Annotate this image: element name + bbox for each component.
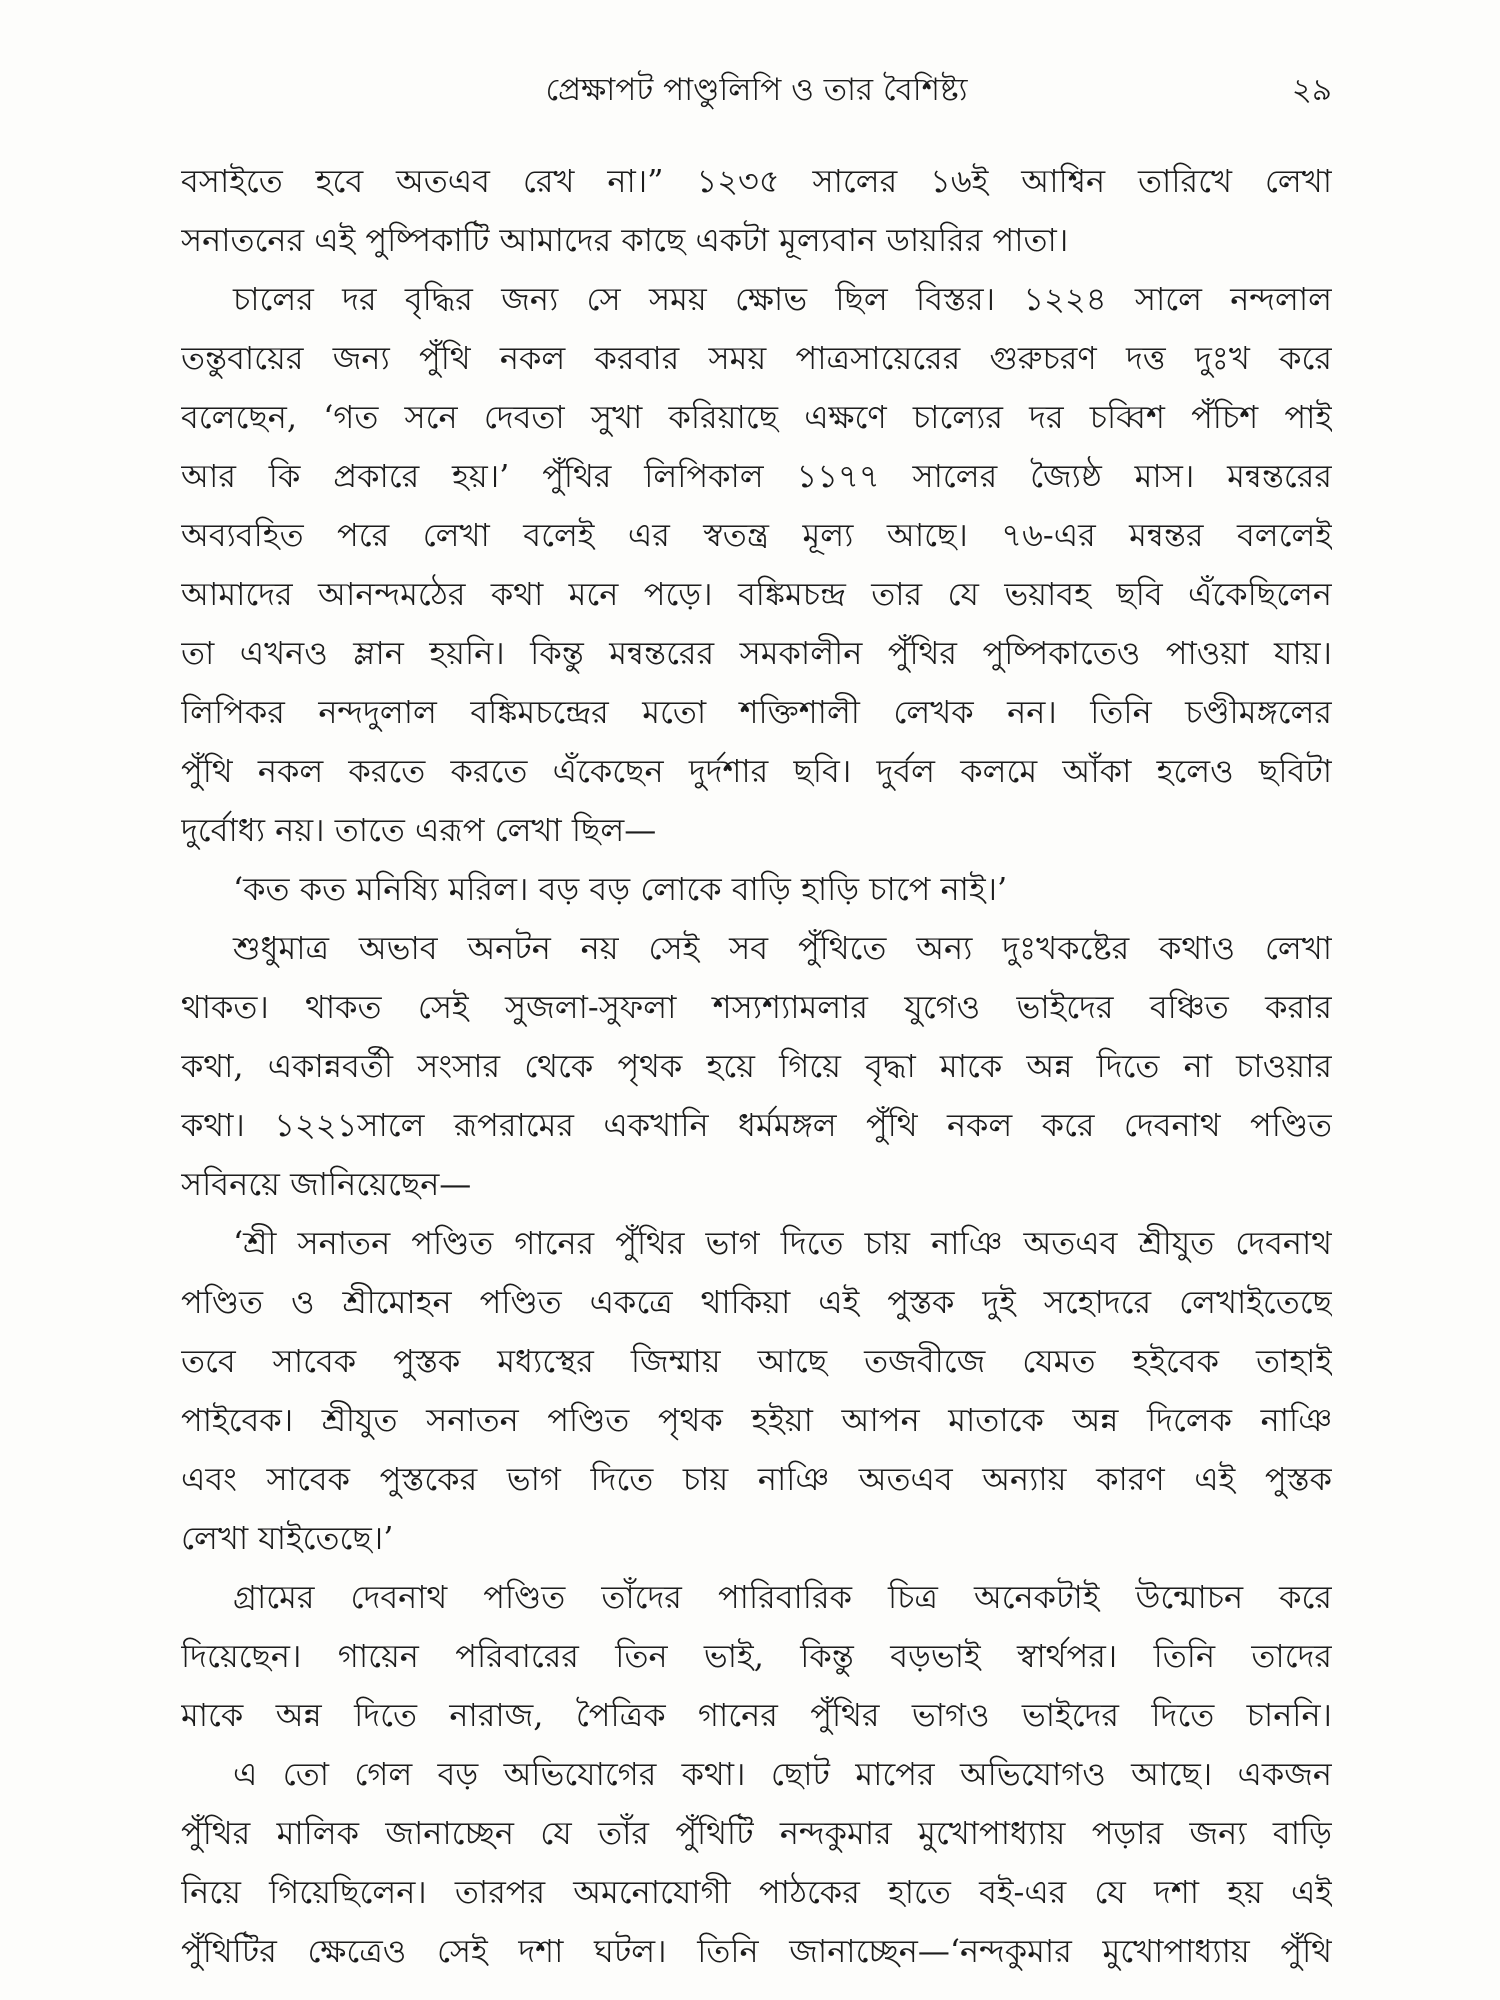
- text-line: সবিনয়ে জানিয়েছেন—: [181, 1165, 472, 1203]
- text-line: এ তো গেল বড় অভিযোগের কথা। ছোট মাপের অভিযোগও আছে। একজন: [233, 1755, 1332, 1793]
- text-line: দিয়েছেন। গায়েন পরিবারের তিন ভাই, কিন্তু বড়ভাই স্বার্থপর। তিনি তাদের: [181, 1637, 1332, 1675]
- text-line: কথা। ১২২১সালে রূপরামের একখানি ধর্মমঙ্গল পুঁথি নকল করে দেবনাথ পণ্ডিত: [181, 1106, 1332, 1144]
- text-line: নিয়ে গিয়েছিলেন। তারপর অমনোযোগী পাঠকের হাতে বই-এর যে দশা হয় এই: [181, 1873, 1332, 1911]
- text-line: দুর্বোধ্য নয়। তাতে এরূপ লেখা ছিল—: [181, 811, 657, 849]
- text-line: পণ্ডিত ও শ্রীমোহন পণ্ডিত একত্রে থাকিয়া এই পুস্তক দুই সহোদরে লেখাইতেছে: [181, 1283, 1332, 1321]
- paragraph: [181, 1568, 1332, 1745]
- text-line: বলেছেন, ‘গত সনে দেবতা সুখা করিয়াছে এক্ষণে চাল্যের দর চব্বিশ পঁচিশ পাই: [181, 398, 1332, 436]
- page-number: ২৯: [1291, 72, 1332, 108]
- text-line: আর কি প্রকারে হয়।’ পুঁথির লিপিকাল ১১৭৭ সালের জ্যৈষ্ঠ মাস। মন্বন্তরের: [181, 457, 1332, 495]
- paragraph: [181, 919, 1332, 1214]
- text-line: গ্রামের দেবনাথ পণ্ডিত তাঁদের পারিবারিক চিত্র অনেকটাই উন্মোচন করে: [233, 1578, 1332, 1616]
- text-line: সনাতনের এই পুষ্পিকাটি আমাদের কাছে একটা মূল্যবান ডায়রির পাতা।: [181, 221, 1069, 259]
- text-line: লেখা যাইতেছে।’: [181, 1519, 394, 1557]
- text-line: পুঁথি নকল করতে করতে এঁকেছেন দুর্দশার ছবি। দুর্বল কলমে আঁকা হলেও ছবিটা: [181, 752, 1332, 790]
- paragraph-continued: [181, 152, 1332, 270]
- text-line: বসাইতে হবে অতএব রেখ না।” ১২৩৫ সালের ১৬ই আশ্বিন তারিখে লেখা: [181, 162, 1332, 200]
- text-line: আমাদের আনন্দমঠের কথা মনে পড়ে। বঙ্কিমচন্দ্র তার যে ভয়াবহ ছবি এঁকেছিলেন: [181, 575, 1332, 613]
- paragraph: [181, 1745, 1332, 1981]
- quotation: [181, 860, 1332, 919]
- text-line: এবং সাবেক পুস্তকের ভাগ দিতে চায় নাঞি অতএব অন্যায় কারণ এই পুস্তক: [181, 1460, 1332, 1498]
- text-line: থাকত। থাকত সেই সুজলা-সুফলা শস্যশ্যামলার যুগেও ভাইদের বঞ্চিত করার: [181, 988, 1332, 1026]
- text-line: অব্যবহিত পরে লেখা বলেই এর স্বতন্ত্র মূল্য আছে। ৭৬-এর মন্বন্তর বললেই: [181, 516, 1332, 554]
- body-text: [181, 152, 1332, 1981]
- text-line: চালের দর বৃদ্ধির জন্য সে সময় ক্ষোভ ছিল বিস্তর। ১২২৪ সালে নন্দলাল: [233, 280, 1332, 318]
- running-header: [181, 62, 1332, 118]
- text-line: তন্তুবায়ের জন্য পুঁথি নকল করবার সময় পাত্রসায়েরের গুরুচরণ দত্ত দুঃখ করে: [181, 339, 1332, 377]
- text-line: ‘কত কত মনিষ্যি মরিল। বড় বড় লোকে বাড়ি হাড়ি চাপে নাই।’: [233, 870, 1008, 908]
- paragraph: [181, 270, 1332, 860]
- text-line: তা এখনও ম্লান হয়নি। কিন্তু মন্বন্তরের সমকালীন পুঁথির পুষ্পিকাতেও পাওয়া যায়।: [181, 634, 1332, 672]
- text-line: শুধুমাত্র অভাব অনটন নয় সেই সব পুঁথিতে অন্য দুঃখকষ্টের কথাও লেখা: [233, 929, 1332, 967]
- text-line: তবে সাবেক পুস্তক মধ্যস্থের জিম্মায় আছে তজবীজে যেমত হইবেক তাহাই: [181, 1342, 1332, 1380]
- text-line: মাকে অন্ন দিতে নারাজ, পৈত্রিক গানের পুঁথির ভাগও ভাইদের দিতে চাননি।: [181, 1696, 1332, 1734]
- text-line: পুঁথির মালিক জানাচ্ছেন যে তাঁর পুঁথিটি নন্দকুমার মুখোপাধ্যায় পড়ার জন্য বাড়ি: [181, 1814, 1332, 1852]
- text-line: পাইবেক। শ্রীযুত সনাতন পণ্ডিত পৃথক হইয়া আপন মাতাকে অন্ন দিলেক নাঞি: [181, 1401, 1332, 1439]
- text-line: ‘শ্রী সনাতন পণ্ডিত গানের পুঁথির ভাগ দিতে চায় নাঞি অতএব শ্রীযুত দেবনাথ: [233, 1224, 1332, 1262]
- text-line: লিপিকর নন্দদুলাল বঙ্কিমচন্দ্রের মতো শক্তিশালী লেখক নন। তিনি চণ্ডীমঙ্গলের: [181, 693, 1332, 731]
- quotation: [181, 1214, 1332, 1568]
- text-line: পুঁথিটির ক্ষেত্রেও সেই দশা ঘটল। তিনি জানাচ্ছেন—‘নন্দকুমার মুখোপাধ্যায় পুঁথি: [181, 1932, 1332, 1970]
- text-line: কথা, একান্নবর্তী সংসার থেকে পৃথক হয়ে গিয়ে বৃদ্ধা মাকে অন্ন দিতে না চাওয়ার: [181, 1047, 1332, 1085]
- running-title: প্রেক্ষাপট পাণ্ডুলিপি ও তার বৈশিষ্ট্য: [545, 72, 968, 108]
